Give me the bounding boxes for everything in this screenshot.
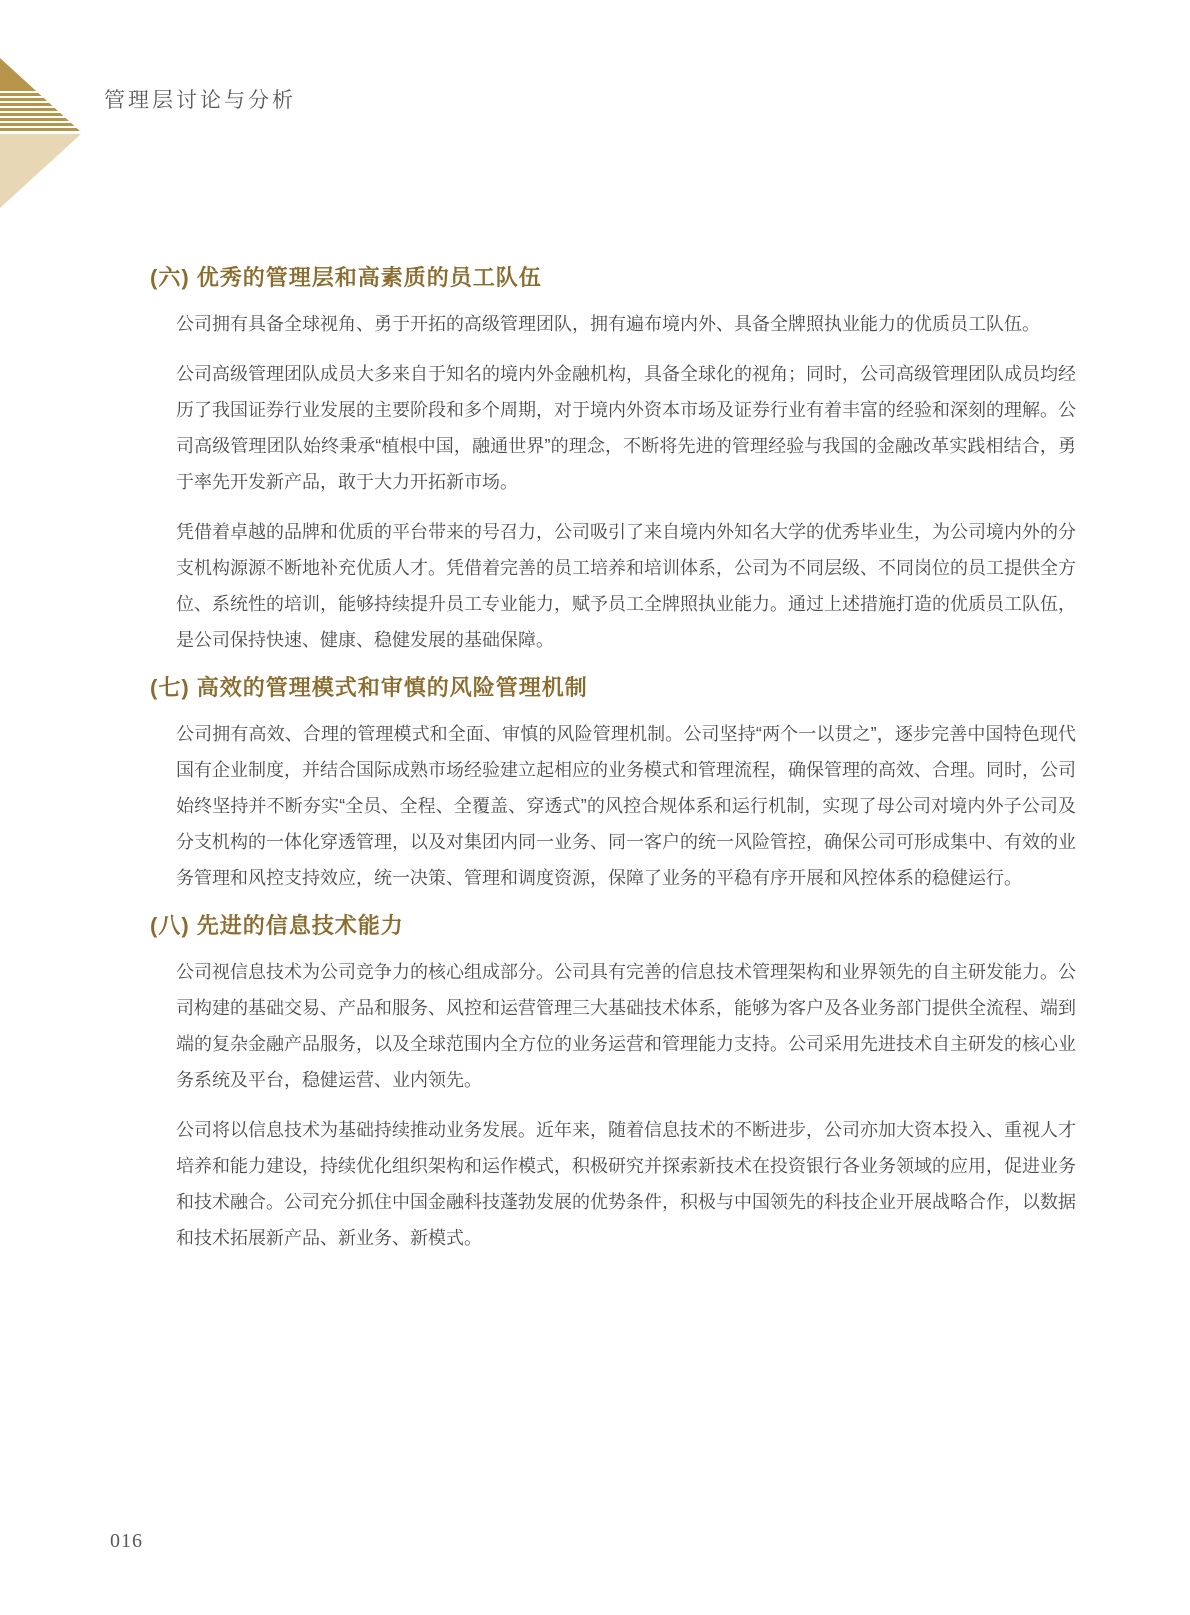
body-paragraph: 公司拥有高效、合理的管理模式和全面、审慎的风险管理机制。公司坚持“两个一以贯之”，逐步完善中国特色现代国有企业制度，并结合国际成熟市场经验建立起相应的业务模式和管理流程，确保管理的高效、合理。同时，公司始终坚持并不断夯实“全员、全程、全覆盖、穿透式”的风控合规体系和运行机制，实现了母公司对境内外子公司及分支机构的一体化穿透管理，以及对集团内同一业务、同一客户的统一风险管控，确保公司可形成集中、有效的业务管理和风控支持效应，统一决策、管理和调度资源，保障了业务的平稳有序开展和风控体系的稳健运行。	[176, 724, 1076, 888]
page-number: 016	[110, 1530, 143, 1552]
corner-triangle-logo	[0, 0, 90, 220]
body-paragraph: 公司高级管理团队成员大多来自于知名的境内外金融机构，具备全球化的视角；同时，公司高级管理团队成员均经历了我国证券行业发展的主要阶段和多个周期，对于境内外资本市场及证券行业有着丰富的经验和深刻的理解。公司高级管理团队始终秉承“植根中国，融通世界”的理念，不断将先进的管理经验与我国的金融改革实践相结合，勇于率先开发新产品，敢于大力开拓新市场。	[176, 364, 1076, 492]
page-header-title: 管理层讨论与分析	[104, 88, 296, 112]
section-paragraphs	[176, 306, 1095, 658]
section-heading: (八) 先进的信息技术能力	[150, 913, 404, 938]
body-paragraph: 公司视信息技术为公司竞争力的核心组成部分。公司具有完善的信息技术管理架构和业界领先的自主研发能力。公司构建的基础交易、产品和服务、风控和运营管理三大基础技术体系，能够为客户及各业务部门提供全流程、端到端的复杂金融产品服务，以及全球范围内全方位的业务运营和管理能力支持。公司采用先进技术自主研发的核心业务系统及平台，稳健运营、业内领先。	[176, 962, 1076, 1090]
content-area	[150, 264, 1095, 1272]
report-section	[150, 912, 1095, 1256]
report-section	[150, 674, 1095, 896]
report-section	[150, 264, 1095, 658]
body-paragraph: 公司拥有具备全球视角、勇于开拓的高级管理团队，拥有遍布境内外、具备全牌照执业能力的优质员工队伍。	[176, 314, 1040, 334]
section-paragraphs	[176, 954, 1095, 1256]
logo-beige-triangle-icon	[0, 134, 81, 208]
body-paragraph: 公司将以信息技术为基础持续推动业务发展。近年来，随着信息技术的不断进步，公司亦加大资本投入、重视人才培养和能力建设，持续优化组织架构和运作模式，积极研究并探索新技术在投资银行各业务领域的应用，促进业务和技术融合。公司充分抓住中国金融科技蓬勃发展的优势条件，积极与中国领先的科技企业开展战略合作，以数据和技术拓展新产品、新业务、新模式。	[176, 1120, 1076, 1248]
section-heading: (六) 优秀的管理层和高素质的员工队伍	[150, 265, 542, 290]
section-paragraphs	[176, 716, 1095, 896]
logo-gold-striped-triangle-icon	[0, 58, 81, 132]
body-paragraph: 凭借着卓越的品牌和优质的平台带来的号召力，公司吸引了来自境内外知名大学的优秀毕业生，为公司境内外的分支机构源源不断地补充优质人才。凭借着完善的员工培养和培训体系，公司为不同层级、不同岗位的员工提供全方位、系统性的培训，能够持续提升员工专业能力，赋予员工全牌照执业能力。通过上述措施打造的优质员工队伍，是公司保持快速、健康、稳健发展的基础保障。	[176, 522, 1076, 650]
section-heading: (七) 高效的管理模式和审慎的风险管理机制	[150, 675, 588, 700]
